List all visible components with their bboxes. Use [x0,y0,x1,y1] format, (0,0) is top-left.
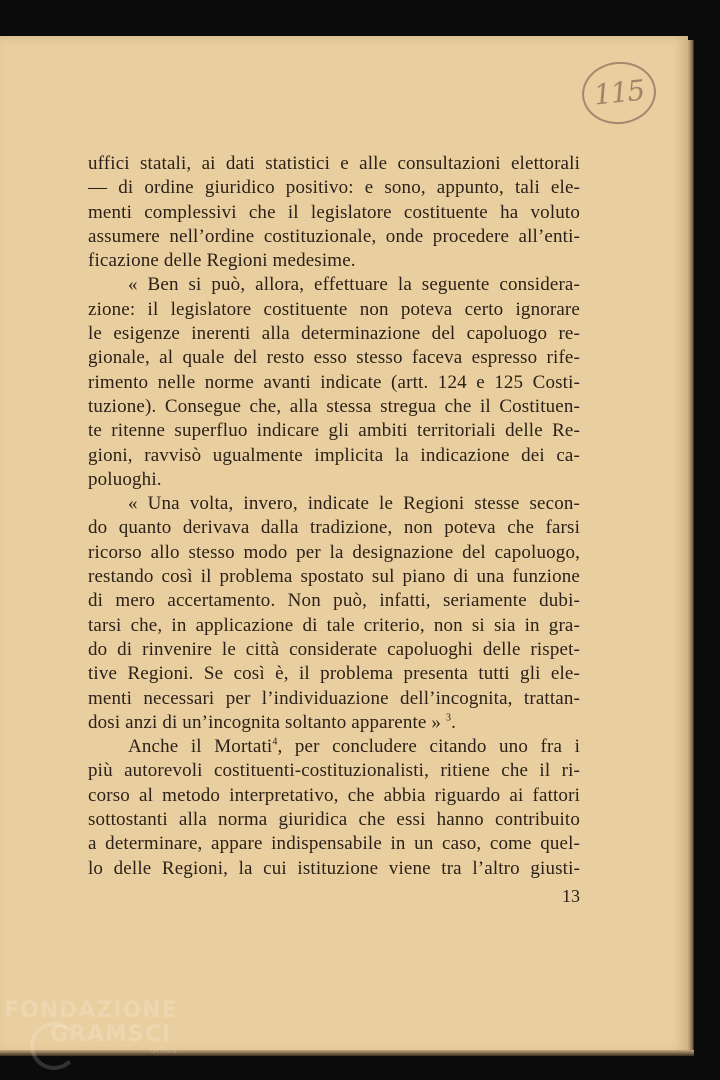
text-line: do quanto derivava dalla tradizione, non poteva che farsi [88,517,580,539]
text-line: te ritenne superfluo indicare gli ambiti territoriali delle Re- [88,420,580,442]
text-line: più autorevoli costituenti-costituzionalisti, ritiene che il ri- [88,760,580,782]
text-line: lo delle Regioni, la cui istituzione viene tra l’altro giusti- [88,857,580,879]
body-text [88,152,580,881]
text-line: tive Regioni. Se così è, il problema presenta tutti gli ele- [88,663,580,685]
text-line: le esigenze inerenti alla determinazione del capoluogo re- [88,323,580,345]
text-line: rimento nelle norme avanti indicate (artt. 124 e 125 Costi- [88,371,580,393]
text-line: gionale, al quale del resto esso stesso faceva espresso rife- [88,347,580,369]
text-line: poluoghi. [88,468,162,490]
punctuation: . [451,711,456,733]
text-line: « Ben si può, allora, effettuare la seguente considera- [128,274,580,296]
text-line: « Una volta, invero, indicate le Regioni stesse secon- [128,493,580,515]
text-segment: , per concludere citando uno fra i [277,736,580,758]
text-line [88,711,580,735]
text-line: menti complessivi che il legislatore costituente ha voluto [88,201,580,223]
page-edge [688,40,694,1052]
text-line: — di ordine giuridico positivo: e sono, appunto, tali ele- [88,177,580,199]
watermark-line: FONDAZIONE [4,998,178,1023]
text-line: ficazione delle Regioni medesime. [88,250,356,272]
text-line: tarsi che, in applicazione di tale criterio, non si sia in gra- [88,614,580,636]
text-line: sottostanti alla norma giuridica che essi hanno contribuito [88,809,580,831]
text-line: gioni, ravvisò ugualmente implicita la indicazione dei ca- [88,444,580,466]
watermark-line: GRAMSCI [50,1022,172,1047]
page-number: 13 [562,886,580,906]
text-line: restando così il problema spostato sul piano di una funzione [88,566,580,588]
text-line: tuzione). Consegue che, alla stessa stregua che il Costituen- [88,395,580,417]
text-line: di mero accertamento. Non può, infatti, seriamente dubi- [88,590,580,612]
text-line: menti necessari per l’individuazione dell’incognita, trattan- [88,687,580,709]
text-line: corso al metodo interpretativo, che abbia riguardo ai fattori [88,784,580,806]
text-line: zione: il legislatore costituente non poteva certo ignorare [88,298,580,320]
text-line: a determinare, appare indispensabile in un caso, come quel- [88,833,580,855]
text-segment: dosi anzi di un’incognita soltanto apparente » [88,711,442,733]
text-line: uffici statali, ai dati statistici e alle consultazioni elettorali [88,153,580,174]
text-line [88,735,580,759]
footnote-ref: 3 [445,712,452,724]
text-segment: Anche il Mortati [128,736,273,758]
watermark-line: onlus [150,1045,177,1056]
watermark [4,1000,178,1056]
text-line: ricorso allo stesso modo per la designazione del capoluogo, [88,541,580,563]
footnote-ref: 4 [272,736,278,748]
text-line: do di rinvenire le città considerate capoluoghi delle rispet- [88,638,580,660]
text-line: assumere nell’ordine costituzionale, onde procedere all’enti- [88,225,580,247]
archive-number-stamp: 115 [579,58,659,127]
